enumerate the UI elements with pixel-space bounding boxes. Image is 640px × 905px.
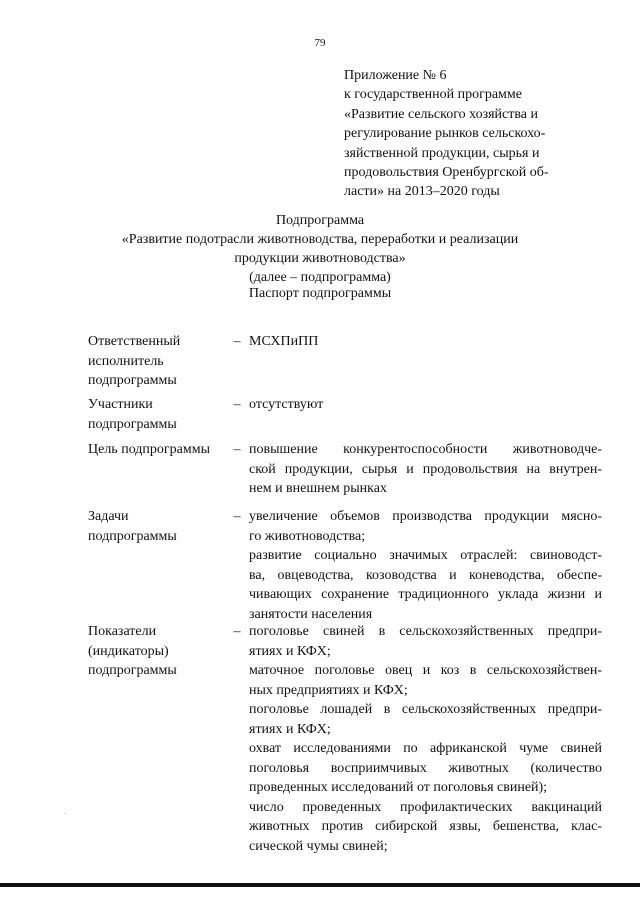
row-value bbox=[249, 395, 602, 415]
value-line: ской продукции, сырья и продовольствия на внутрен- bbox=[249, 461, 602, 477]
value-line: развитие социально значимых отраслей: свиноводст- bbox=[249, 548, 602, 563]
value-line: чивающих сохранение традиционного уклада жизни и bbox=[249, 587, 602, 602]
value-line: занятости населения bbox=[249, 606, 373, 622]
dash: – bbox=[233, 624, 241, 639]
value-line: поголовье лошадей в сельскохозяйственных предпри- bbox=[249, 702, 602, 717]
appendix-line: продовольствия Оренбургской об- bbox=[344, 165, 549, 181]
value-line: животных против сибирской язвы, бешенства, клас- bbox=[249, 819, 602, 834]
value-line: сической чумы свиней; bbox=[249, 838, 388, 854]
row-value bbox=[249, 622, 602, 856]
value-line: ятиях и КФХ; bbox=[249, 721, 331, 737]
appendix-block bbox=[344, 66, 604, 202]
appendix-line: Приложение № 6 bbox=[344, 68, 447, 83]
value-line: число проведенных профилактических вакцинаций bbox=[249, 799, 602, 815]
value-line: ных предприятиях и КФХ; bbox=[249, 682, 408, 698]
value-line: отсутствуют bbox=[249, 397, 324, 412]
label-line: (индикаторы) bbox=[88, 643, 169, 659]
label-line: подпрограммы bbox=[88, 416, 177, 432]
row-label bbox=[88, 395, 228, 434]
heading-line: Подпрограмма bbox=[275, 213, 365, 228]
value-line: поголовье свиней в сельскохозяйственных предпри- bbox=[249, 624, 602, 639]
scan-speck bbox=[64, 813, 65, 814]
value-line: маточное поголовье овец и коз в сельскохозяйствен- bbox=[249, 663, 602, 678]
passport-title: Паспорт подпрограммы bbox=[248, 286, 392, 301]
label-line: подпрограммы bbox=[88, 663, 177, 678]
heading-line: продукции животноводства» bbox=[234, 251, 406, 266]
label-line: исполнитель bbox=[88, 353, 164, 369]
row-label bbox=[88, 507, 228, 546]
appendix-line: ласти» на 2013–2020 годы bbox=[344, 184, 500, 200]
label-line: Ответственный bbox=[88, 334, 181, 349]
label-line: Задачи bbox=[88, 509, 129, 524]
value-line: МСХПиПП bbox=[249, 334, 319, 349]
value-line: охват исследованиями по африканской чуме свиней bbox=[249, 741, 602, 756]
row-value bbox=[249, 440, 602, 499]
appendix-line: зяйственной продукции, сырья и bbox=[344, 145, 540, 161]
heading-line: (далее – подпрограмма) bbox=[249, 270, 391, 285]
heading-line: «Развитие подотрасли животноводства, переработки и реализации bbox=[121, 232, 519, 247]
dash: – bbox=[233, 442, 241, 457]
value-line: увеличение объемов производства продукции мясно- bbox=[249, 509, 602, 524]
dash: – bbox=[233, 509, 241, 524]
value-line: ятиях и КФХ; bbox=[249, 643, 331, 659]
row-value bbox=[249, 507, 602, 624]
value-line: проведенных исследований от поголовья свиней); bbox=[249, 780, 548, 795]
bottom-rule bbox=[0, 883, 640, 887]
label-line: Показатели bbox=[88, 624, 157, 639]
label-line: подпрограммы bbox=[88, 373, 177, 388]
row-label bbox=[88, 332, 228, 391]
page-number: 79 bbox=[314, 37, 326, 49]
label-line: Участники bbox=[88, 397, 153, 412]
appendix-line: к государственной программе bbox=[344, 87, 522, 103]
value-line: нем и внешнем рынках bbox=[249, 481, 387, 496]
value-line: повышение конкурентоспособности животноводче- bbox=[249, 442, 602, 457]
row-value bbox=[249, 332, 602, 352]
value-line: го животноводства; bbox=[249, 528, 366, 544]
dash: – bbox=[233, 397, 241, 412]
subprogram-heading bbox=[0, 211, 640, 287]
label-line: Цель подпрограммы bbox=[88, 442, 210, 457]
dash: – bbox=[233, 334, 241, 349]
row-label bbox=[88, 622, 228, 681]
appendix-line: регулирование рынков сельскохо- bbox=[344, 126, 546, 142]
label-line: подпрограммы bbox=[88, 528, 177, 544]
row-label bbox=[88, 440, 228, 460]
appendix-line: «Развитие сельского хозяйства и bbox=[344, 106, 539, 122]
value-line: ва, овцеводства, козоводства и коневодства, обеспе- bbox=[249, 567, 602, 583]
value-line: поголовья восприимчивых животных (количество bbox=[249, 760, 602, 776]
